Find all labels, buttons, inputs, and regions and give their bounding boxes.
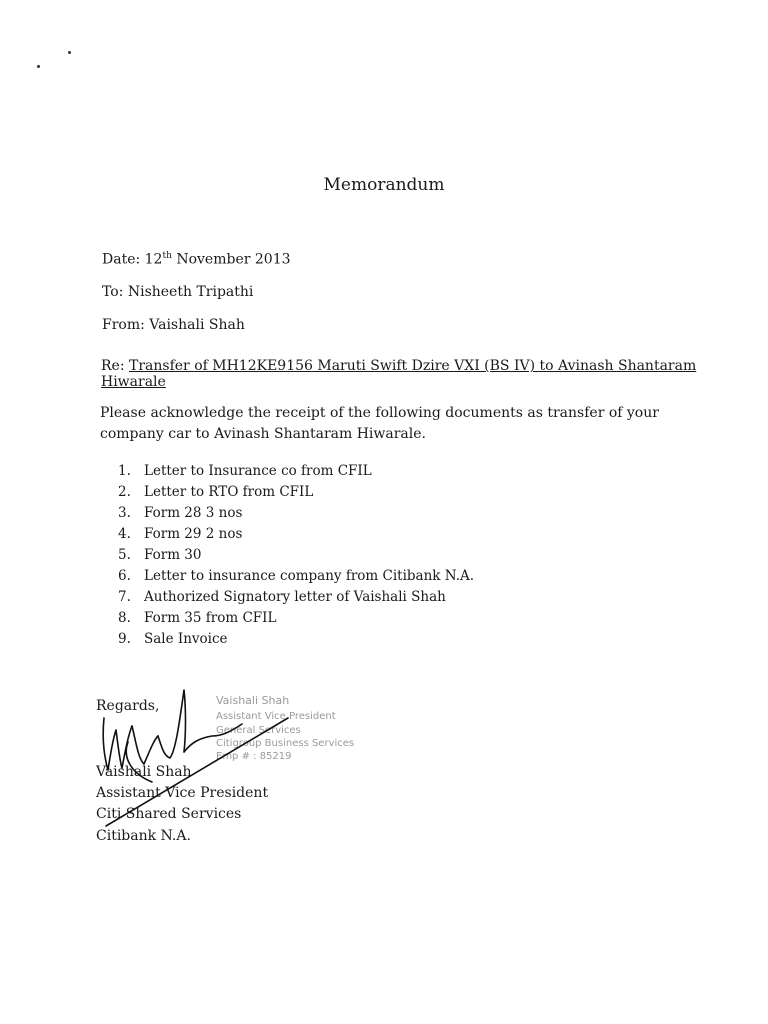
list-item	[118, 545, 474, 566]
stamp-line-name: Vaishali Shah	[216, 694, 290, 707]
signatory-department: Citi Shared Services	[96, 806, 242, 822]
regards-line: Regards,	[96, 698, 160, 714]
list-item	[118, 629, 474, 650]
list-item-text: Form 28 3 nos	[144, 505, 243, 521]
list-item	[118, 524, 474, 545]
list-item-number: 9.	[118, 631, 131, 647]
list-item	[118, 608, 474, 629]
re-line-continued	[101, 372, 166, 392]
list-item-number: 7.	[118, 589, 131, 605]
re-subject: Transfer of MH12KE9156 Maruti Swift Dzire VXI (BS IV) to Avinash Shantaram	[129, 358, 697, 374]
list-item-text: Form 35 from CFIL	[144, 610, 277, 626]
re-line	[101, 356, 696, 376]
from-line: From: Vaishali Shah	[102, 317, 245, 333]
list-item-number: 5.	[118, 547, 131, 563]
list-item-text: Form 30	[144, 547, 202, 563]
list-item	[118, 566, 474, 587]
stamp-line-department: General Services	[216, 725, 301, 736]
document-list	[118, 461, 474, 650]
list-item-text: Form 29 2 nos	[144, 526, 243, 542]
to-line: To: Nisheeth Tripathi	[102, 284, 254, 300]
stamp-line-designation: Assistant Vice President	[216, 711, 336, 722]
date-rest: November 2013	[171, 251, 291, 268]
signatory-designation: Assistant Vice President	[96, 785, 269, 801]
list-item-number: 8.	[118, 610, 131, 626]
date-line	[102, 246, 291, 270]
list-item-number: 4.	[118, 526, 131, 542]
scan-speck	[37, 65, 40, 68]
list-item-text: Letter to RTO from CFIL	[144, 484, 314, 500]
scan-speck	[68, 51, 71, 54]
list-item	[118, 482, 474, 503]
list-item-number: 1.	[118, 463, 131, 479]
re-subject-continued: Hiwarale	[101, 374, 166, 390]
list-item-number: 2.	[118, 484, 131, 500]
list-item	[118, 587, 474, 608]
list-item-text: Letter to Insurance co from CFIL	[144, 463, 372, 479]
list-item-text: Letter to insurance company from Citibank N.A.	[144, 568, 475, 584]
date-suffix: th	[162, 251, 172, 261]
list-item-text: Sale Invoice	[144, 631, 228, 647]
list-item-number: 3.	[118, 505, 131, 521]
date-label: Date: 12	[102, 251, 163, 268]
list-item	[118, 503, 474, 524]
list-item	[118, 461, 474, 482]
list-item-number: 6.	[118, 568, 131, 584]
stamp-line-organisation: Citigroup Business Services	[216, 738, 355, 749]
re-label: Re:	[101, 358, 129, 374]
handwritten-signature	[92, 678, 355, 828]
signatory-name: Vaishali Shah	[96, 764, 192, 780]
stamp-line-employee-number: Emp # : 85219	[216, 751, 292, 762]
body-paragraph: Please acknowledge the receipt of the following documents as transfer of your company car to Avinash Shantaram Hiwarale.	[100, 405, 659, 442]
list-item-text: Authorized Signatory letter of Vaishali Shah	[144, 589, 446, 605]
signatory-company: Citibank N.A.	[96, 828, 191, 844]
memo-title: Memorandum	[323, 175, 445, 195]
